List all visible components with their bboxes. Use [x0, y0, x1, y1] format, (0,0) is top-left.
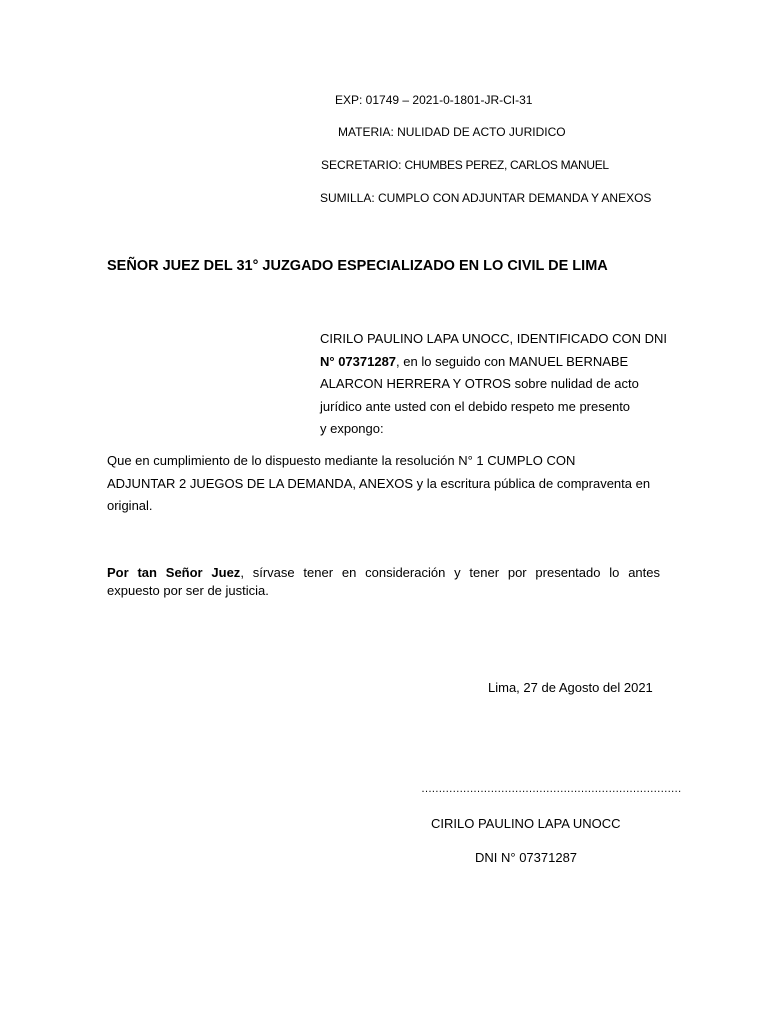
signer-dni: DNI N° 07371287	[475, 850, 578, 865]
request-line: Que en cumplimiento de lo dispuesto mediante la resolución N° 1 CUMPLO CON	[107, 453, 576, 468]
secretary-label: SECRETARIO:	[321, 158, 402, 172]
closing-line-rest: , sírvase tener en consideración y tener por presentado lo antes	[240, 565, 661, 580]
closing-line	[107, 564, 660, 582]
summary: SUMILLA: CUMPLO CON ADJUNTAR DEMANDA Y ANEXOS	[320, 191, 652, 205]
dni-number: N° 07371287	[320, 353, 397, 369]
request-line: original.	[107, 498, 153, 513]
signature-line: …………………………………………………………………	[421, 783, 682, 795]
closing-line: expuesto por ser de justicia.	[107, 583, 269, 598]
addressee-heading: SEÑOR JUEZ DEL 31° JUZGADO ESPECIALIZADO EN LO CIVIL DE LIMA	[107, 258, 608, 274]
place-and-date: Lima, 27 de Agosto del 2021	[488, 680, 653, 695]
signer-name: CIRILO PAULINO LAPA UNOCC	[431, 816, 621, 831]
intro-line	[320, 351, 665, 374]
secretary	[321, 158, 609, 172]
closing-lead: Por tan Señor Juez	[107, 565, 241, 580]
intro-line: y expongo:	[320, 421, 384, 436]
closing-paragraph	[107, 564, 660, 600]
intro-line: CIRILO PAULINO LAPA UNOCC, IDENTIFICADO CON DNI	[320, 331, 667, 346]
request-paragraph	[107, 450, 667, 518]
intro-line-rest: , en lo seguido con MANUEL BERNABE	[396, 353, 629, 369]
request-line: ADJUNTAR 2 JUEGOS DE LA DEMANDA, ANEXOS y la escritura pública de compraventa en	[107, 475, 651, 491]
case-number: EXP: 01749 – 2021-0-1801-JR-CI-31	[335, 93, 533, 107]
intro-line: jurídico ante usted con el debido respeto me presento	[320, 398, 631, 414]
intro-paragraph	[320, 328, 665, 441]
subject-matter: MATERIA: NULIDAD DE ACTO JURIDICO	[338, 125, 566, 139]
intro-line: ALARCON HERRERA Y OTROS sobre nulidad de acto	[320, 376, 639, 391]
secretary-name: CHUMBES PEREZ, CARLOS MANUEL	[401, 158, 609, 172]
